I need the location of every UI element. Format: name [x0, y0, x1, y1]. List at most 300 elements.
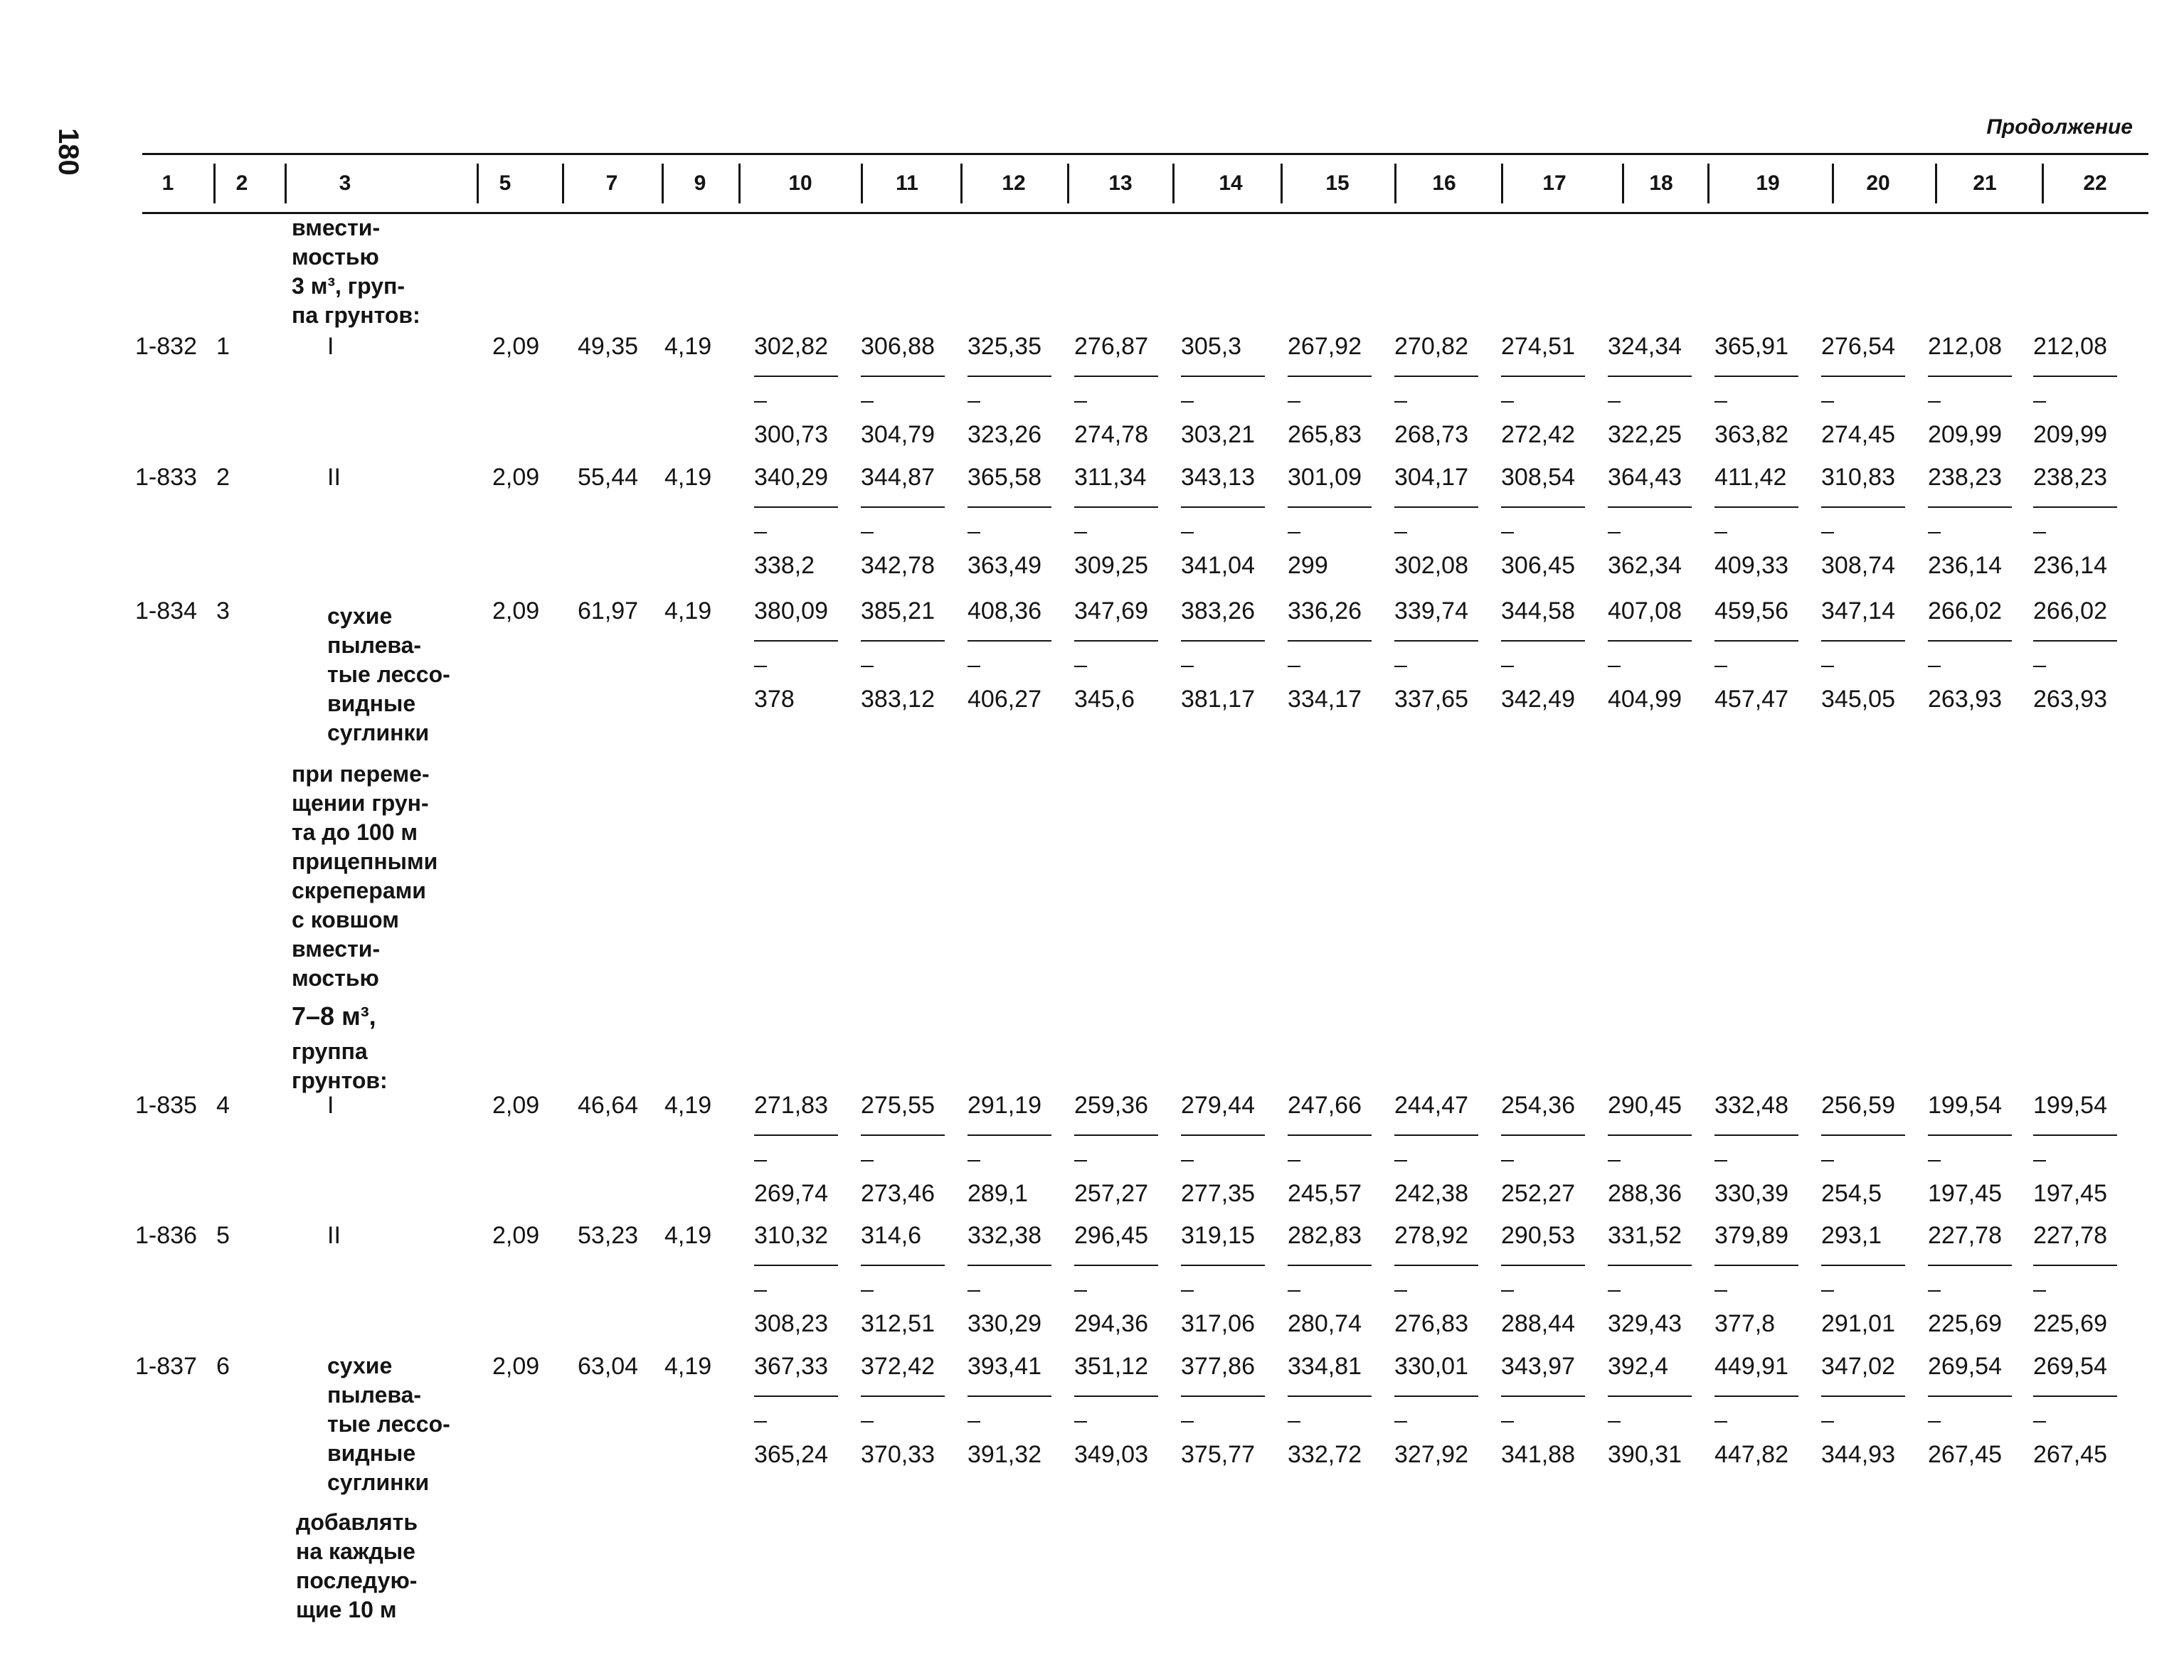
- fraction-dash: [1074, 376, 1158, 377]
- lower-value: 267,45: [2033, 1441, 2107, 1468]
- fraction-bar: [1501, 1123, 1606, 1149]
- lower-value: 329,43: [1608, 1310, 1682, 1337]
- header-separator: [562, 164, 564, 203]
- fraction-minus: [1288, 532, 1300, 533]
- lower-value: 263,93: [2033, 686, 2107, 713]
- row-c9: 4,19: [664, 597, 712, 624]
- header-col-16: 16: [1432, 171, 1456, 195]
- fraction-dash: [1074, 640, 1158, 642]
- header-separator: [861, 164, 863, 203]
- row-c9: 4,19: [664, 1092, 712, 1119]
- fraction-bar: [968, 1253, 1073, 1279]
- description-group-text: группа грунтов:: [292, 1038, 388, 1093]
- fraction-bar: [1394, 364, 1500, 390]
- description-capacity-text: 7–8 м³,: [292, 1001, 376, 1031]
- upper-value: 380,09: [754, 597, 828, 624]
- header-separator: [1622, 164, 1624, 203]
- fraction-minus: [1714, 666, 1727, 667]
- fraction-bar: [1928, 364, 2033, 390]
- fraction-dash: [1288, 506, 1372, 508]
- fraction-bar: [1608, 495, 1713, 521]
- lower-value: 375,77: [1181, 1441, 1255, 1468]
- fraction-minus: [1394, 1421, 1407, 1423]
- fraction-dash: [1928, 376, 2012, 377]
- fraction-bar: [1821, 1384, 1926, 1410]
- row-code: 1-834: [135, 597, 197, 624]
- fraction-minus: [1501, 666, 1514, 667]
- fraction-minus: [1394, 1290, 1407, 1292]
- fraction-minus: [1928, 1290, 1941, 1292]
- fraction-minus: [1928, 1421, 1941, 1423]
- fraction-dash: [2033, 1265, 2117, 1266]
- lower-value: 269,74: [754, 1180, 828, 1207]
- header-col-21: 21: [1973, 171, 1997, 195]
- header-separator: [1394, 164, 1396, 203]
- fraction-minus: [1181, 1290, 1194, 1292]
- fraction-minus: [1608, 1421, 1621, 1423]
- fraction-minus: [1181, 401, 1194, 403]
- lower-value: 330,39: [1714, 1180, 1788, 1207]
- fraction-dash: [1821, 1395, 1905, 1397]
- upper-value: 372,42: [861, 1353, 935, 1380]
- fraction-bar: [1394, 1384, 1500, 1410]
- lower-value: 342,49: [1501, 686, 1575, 713]
- fraction-dash: [1608, 1265, 1692, 1266]
- row-group: II: [327, 1222, 341, 1249]
- row-c7: 55,44: [578, 464, 639, 491]
- upper-value: 344,87: [861, 464, 935, 491]
- lower-value: 363,82: [1714, 421, 1788, 448]
- fraction-minus: [2033, 1160, 2046, 1161]
- lower-value: 304,79: [861, 421, 935, 448]
- fraction-minus: [968, 1160, 980, 1161]
- description-loess-2-text: сухие пылева- тые лессо- видные суглинки: [327, 1353, 450, 1495]
- fraction-dash: [2033, 640, 2117, 642]
- fraction-dash: [1608, 1395, 1692, 1397]
- lower-value: 288,36: [1608, 1180, 1682, 1207]
- fraction-minus: [1608, 666, 1621, 667]
- upper-value: 238,23: [1928, 464, 2002, 491]
- fraction-bar: [1928, 495, 2033, 521]
- fraction-dash: [1288, 640, 1372, 642]
- fraction-bar: [861, 1123, 966, 1149]
- fraction-dash: [861, 1265, 945, 1266]
- fraction-bar: [968, 495, 1073, 521]
- fraction-dash: [1288, 1395, 1372, 1397]
- fraction-minus: [1928, 401, 1941, 403]
- fraction-dash: [1181, 506, 1265, 508]
- fraction-minus: [1608, 1290, 1621, 1292]
- fraction-minus: [1501, 1421, 1514, 1423]
- description-add-each: [296, 1508, 481, 1625]
- row-c5: 2,09: [492, 464, 540, 491]
- upper-value: 290,53: [1501, 1222, 1575, 1249]
- header-col-19: 19: [1756, 171, 1780, 195]
- fraction-minus: [1821, 666, 1834, 667]
- lower-value: 236,14: [2033, 552, 2107, 579]
- lower-value: 294,36: [1074, 1310, 1148, 1337]
- fraction-minus: [861, 1421, 874, 1423]
- row-c7: 53,23: [578, 1222, 639, 1249]
- lower-value: 457,47: [1714, 686, 1788, 713]
- row-group: II: [327, 464, 341, 491]
- upper-value: 364,43: [1608, 464, 1682, 491]
- row-code: 1-836: [135, 1222, 197, 1249]
- fraction-minus: [754, 532, 767, 533]
- lower-value: 312,51: [861, 1310, 935, 1337]
- header-separator: [1935, 164, 1937, 203]
- header-separator: [662, 164, 664, 203]
- fraction-dash: [1501, 376, 1585, 377]
- upper-value: 270,82: [1394, 333, 1468, 360]
- fraction-minus: [2033, 1290, 2046, 1292]
- fraction-dash: [1288, 1265, 1372, 1266]
- fraction-bar: [1608, 1253, 1713, 1279]
- fraction-bar: [1074, 1123, 1180, 1149]
- fraction-minus: [1501, 1160, 1514, 1161]
- lower-value: 345,6: [1074, 686, 1135, 713]
- fraction-bar: [1928, 629, 2033, 654]
- upper-value: 340,29: [754, 464, 828, 491]
- fraction-dash: [968, 640, 1051, 642]
- header-col-2: 2: [235, 171, 248, 195]
- fraction-bar: [754, 629, 859, 654]
- fraction-bar: [1821, 1123, 1926, 1149]
- fraction-bar: [754, 364, 859, 390]
- lower-value: 277,35: [1181, 1180, 1255, 1207]
- fraction-bar: [968, 1123, 1073, 1149]
- fraction-bar: [1714, 495, 1820, 521]
- lower-value: 337,65: [1394, 686, 1468, 713]
- lower-value: 370,33: [861, 1441, 935, 1468]
- upper-value: 365,91: [1714, 333, 1788, 360]
- fraction-dash: [1501, 1265, 1585, 1266]
- lower-value: 300,73: [754, 421, 828, 448]
- description-loess-1: [327, 602, 512, 748]
- upper-value: 411,42: [1714, 464, 1787, 491]
- fraction-bar: [1608, 629, 1713, 654]
- header-col-3: 3: [339, 171, 351, 195]
- lower-value: 362,34: [1608, 552, 1682, 579]
- header-col-15: 15: [1325, 171, 1350, 195]
- row-code: 1-832: [135, 333, 197, 360]
- upper-value: 347,02: [1821, 1353, 1895, 1380]
- fraction-bar: [1608, 1123, 1713, 1149]
- lower-value: 274,78: [1074, 421, 1148, 448]
- header-col-17: 17: [1542, 171, 1567, 195]
- fraction-bar: [861, 1253, 966, 1279]
- fraction-dash: [2033, 1134, 2117, 1136]
- header-col-1: 1: [161, 171, 174, 195]
- upper-value: 343,97: [1501, 1353, 1575, 1380]
- upper-value: 276,87: [1074, 333, 1148, 360]
- description-loess-1-text: сухие пылева- тые лессо- видные суглинки: [327, 603, 450, 745]
- upper-value: 308,54: [1501, 464, 1575, 491]
- lower-value: 447,82: [1714, 1441, 1788, 1468]
- fraction-dash: [861, 506, 945, 508]
- fraction-minus: [968, 1421, 980, 1423]
- fraction-dash: [861, 1395, 945, 1397]
- fraction-dash: [1928, 640, 2012, 642]
- upper-value: 256,59: [1821, 1092, 1895, 1119]
- lower-value: 306,45: [1501, 552, 1575, 579]
- fraction-bar: [861, 364, 966, 390]
- lower-value: 273,46: [861, 1180, 935, 1207]
- upper-value: 227,78: [2033, 1222, 2107, 1249]
- upper-value: 275,55: [861, 1092, 935, 1119]
- upper-value: 267,92: [1288, 333, 1362, 360]
- fraction-minus: [1288, 1421, 1300, 1423]
- row-c9: 4,19: [664, 1353, 712, 1380]
- fraction-bar: [861, 1384, 966, 1410]
- header-col-12: 12: [1002, 171, 1026, 195]
- fraction-minus: [1394, 666, 1407, 667]
- header-col-20: 20: [1866, 171, 1890, 195]
- lower-value: 308,74: [1821, 552, 1895, 579]
- fraction-minus: [1821, 1290, 1834, 1292]
- upper-value: 459,56: [1714, 597, 1788, 624]
- lower-value: 338,2: [754, 552, 815, 579]
- lower-value: 378: [754, 686, 795, 713]
- fraction-dash: [1821, 640, 1905, 642]
- lower-value: 323,26: [968, 421, 1041, 448]
- upper-value: 331,52: [1608, 1222, 1682, 1249]
- fraction-bar: [1074, 495, 1180, 521]
- fraction-dash: [1714, 1265, 1798, 1266]
- lower-value: 341,04: [1181, 552, 1255, 579]
- fraction-bar: [754, 1253, 859, 1279]
- fraction-dash: [1394, 376, 1478, 377]
- fraction-bar: [1714, 1384, 1820, 1410]
- lower-value: 288,44: [1501, 1310, 1575, 1337]
- lower-value: 308,23: [754, 1310, 828, 1337]
- fraction-dash: [968, 376, 1051, 377]
- header-col-22: 22: [2083, 171, 2107, 195]
- upper-value: 351,12: [1074, 1353, 1148, 1380]
- upper-value: 347,14: [1821, 597, 1895, 624]
- upper-value: 244,47: [1394, 1092, 1468, 1119]
- fraction-bar: [1181, 495, 1286, 521]
- description-intro: [292, 213, 477, 330]
- fraction-bar: [1288, 1384, 1393, 1410]
- row-c9: 4,19: [664, 333, 712, 360]
- fraction-dash: [754, 1134, 838, 1136]
- fraction-dash: [1821, 506, 1905, 508]
- fraction-dash: [754, 1265, 838, 1266]
- fraction-minus: [968, 401, 980, 403]
- fraction-bar: [1074, 1253, 1180, 1279]
- fraction-minus: [1074, 666, 1087, 667]
- fraction-minus: [1074, 1290, 1087, 1292]
- fraction-minus: [2033, 532, 2046, 533]
- fraction-dash: [1074, 506, 1158, 508]
- header-separator: [477, 164, 479, 203]
- upper-value: 296,45: [1074, 1222, 1148, 1249]
- fraction-minus: [968, 666, 980, 667]
- fraction-dash: [1181, 1395, 1265, 1397]
- lower-value: 383,12: [861, 686, 935, 713]
- upper-value: 393,41: [968, 1353, 1041, 1380]
- fraction-bar: [1394, 1253, 1500, 1279]
- row-n: 5: [216, 1222, 230, 1249]
- fraction-minus: [1181, 1421, 1194, 1423]
- fraction-bar: [1074, 629, 1180, 654]
- fraction-minus: [754, 401, 767, 403]
- fraction-dash: [1928, 1395, 2012, 1397]
- upper-value: 332,48: [1714, 1092, 1788, 1119]
- row-c9: 4,19: [664, 464, 712, 491]
- fraction-bar: [1608, 1384, 1713, 1410]
- fraction-dash: [1394, 1395, 1478, 1397]
- fraction-dash: [1394, 506, 1478, 508]
- upper-value: 269,54: [1928, 1353, 2002, 1380]
- upper-value: 254,36: [1501, 1092, 1575, 1119]
- row-n: 6: [216, 1353, 230, 1380]
- lower-value: 280,74: [1288, 1310, 1362, 1337]
- fraction-bar: [1821, 495, 1926, 521]
- lower-value: 274,45: [1821, 421, 1895, 448]
- fraction-bar: [1074, 1384, 1180, 1410]
- fraction-minus: [1928, 666, 1941, 667]
- fraction-minus: [1821, 401, 1834, 403]
- upper-value: 344,58: [1501, 597, 1575, 624]
- fraction-bar: [1501, 1384, 1606, 1410]
- fraction-bar: [1288, 495, 1393, 521]
- description-trailed-text: при переме- щении грун- та до 100 м прицепными скреперами с ковшом вмести- мостью: [292, 761, 438, 991]
- upper-value: 336,26: [1288, 597, 1362, 624]
- fraction-minus: [861, 1290, 874, 1292]
- fraction-dash: [1501, 1395, 1585, 1397]
- upper-value: 367,33: [754, 1353, 828, 1380]
- lower-value: 330,29: [968, 1310, 1041, 1337]
- fraction-bar: [2033, 1253, 2138, 1279]
- fraction-dash: [1821, 1265, 1905, 1266]
- row-c5: 2,09: [492, 597, 540, 624]
- fraction-minus: [1714, 1160, 1727, 1161]
- fraction-dash: [1181, 1134, 1265, 1136]
- fraction-minus: [861, 401, 874, 403]
- upper-value: 324,34: [1608, 333, 1682, 360]
- lower-value: 322,25: [1608, 421, 1682, 448]
- upper-value: 365,58: [968, 464, 1041, 491]
- fraction-dash: [968, 506, 1051, 508]
- fraction-minus: [1394, 401, 1407, 403]
- upper-value: 407,08: [1608, 597, 1682, 624]
- row-c7: 63,04: [578, 1353, 639, 1380]
- header-separator: [285, 164, 287, 203]
- upper-value: 383,26: [1181, 597, 1255, 624]
- fraction-bar: [1288, 1123, 1393, 1149]
- row-n: 4: [216, 1092, 230, 1119]
- upper-value: 227,78: [1928, 1222, 2002, 1249]
- fraction-minus: [1394, 532, 1407, 533]
- fraction-bar: [1714, 1123, 1820, 1149]
- fraction-dash: [1714, 1395, 1798, 1397]
- fraction-bar: [1181, 629, 1286, 654]
- fraction-minus: [1608, 532, 1621, 533]
- upper-value: 306,88: [861, 333, 935, 360]
- fraction-minus: [754, 1290, 767, 1292]
- upper-value: 276,54: [1821, 333, 1895, 360]
- lower-value: 404,99: [1608, 686, 1682, 713]
- row-c7: 46,64: [578, 1092, 639, 1119]
- upper-value: 347,69: [1074, 597, 1148, 624]
- fraction-minus: [1501, 401, 1514, 403]
- header-separator: [960, 164, 963, 203]
- fraction-bar: [1181, 364, 1286, 390]
- fraction-minus: [2033, 401, 2046, 403]
- row-code: 1-837: [135, 1353, 197, 1380]
- upper-value: 274,51: [1501, 333, 1575, 360]
- lower-value: 345,05: [1821, 686, 1895, 713]
- fraction-minus: [1181, 666, 1194, 667]
- header-separator: [1172, 164, 1175, 203]
- fraction-dash: [1821, 1134, 1905, 1136]
- upper-value: 301,09: [1288, 464, 1362, 491]
- fraction-dash: [1608, 376, 1692, 377]
- row-c5: 2,09: [492, 1092, 540, 1119]
- upper-value: 259,36: [1074, 1092, 1148, 1119]
- fraction-minus: [1608, 1160, 1621, 1161]
- row-c7: 61,97: [578, 597, 639, 624]
- fraction-minus: [1074, 1160, 1087, 1161]
- fraction-dash: [968, 1134, 1051, 1136]
- fraction-bar: [1394, 495, 1500, 521]
- fraction-minus: [1181, 532, 1194, 533]
- lower-value: 245,57: [1288, 1180, 1362, 1207]
- upper-value: 282,83: [1288, 1222, 1362, 1249]
- fraction-dash: [754, 506, 838, 508]
- fraction-dash: [1928, 1134, 2012, 1136]
- fraction-dash: [1714, 506, 1798, 508]
- fraction-bar: [1074, 364, 1180, 390]
- upper-value: 343,13: [1181, 464, 1255, 491]
- upper-value: 212,08: [1928, 333, 2002, 360]
- fraction-dash: [1181, 1265, 1265, 1266]
- fraction-dash: [1181, 640, 1265, 642]
- lower-value: 299: [1288, 552, 1328, 579]
- lower-value: 268,73: [1394, 421, 1468, 448]
- fraction-minus: [861, 666, 874, 667]
- lower-value: 276,83: [1394, 1310, 1468, 1337]
- fraction-dash: [754, 376, 838, 377]
- fraction-bar: [754, 1384, 859, 1410]
- fraction-minus: [1394, 1160, 1407, 1161]
- header-separator: [738, 164, 741, 203]
- row-c5: 2,09: [492, 1222, 540, 1249]
- upper-value: 271,83: [754, 1092, 828, 1119]
- fraction-dash: [861, 640, 945, 642]
- lower-value: 242,38: [1394, 1180, 1468, 1207]
- fraction-minus: [968, 1290, 980, 1292]
- row-group: I: [327, 333, 334, 360]
- fraction-dash: [1928, 1265, 2012, 1266]
- fraction-bar: [754, 1123, 859, 1149]
- lower-value: 309,25: [1074, 552, 1148, 579]
- lower-value: 272,42: [1501, 421, 1575, 448]
- header-col-9: 9: [694, 171, 706, 195]
- fraction-dash: [1608, 1134, 1692, 1136]
- table-header: [142, 153, 2148, 214]
- fraction-dash: [2033, 376, 2117, 377]
- lower-value: 265,83: [1288, 421, 1362, 448]
- lower-value: 390,31: [1608, 1441, 1682, 1468]
- row-c7: 49,35: [578, 333, 639, 360]
- fraction-dash: [968, 1395, 1051, 1397]
- lower-value: 267,45: [1928, 1441, 2002, 1468]
- continuation-label: Продолжение: [1986, 115, 2133, 139]
- lower-value: 197,45: [2033, 1180, 2107, 1207]
